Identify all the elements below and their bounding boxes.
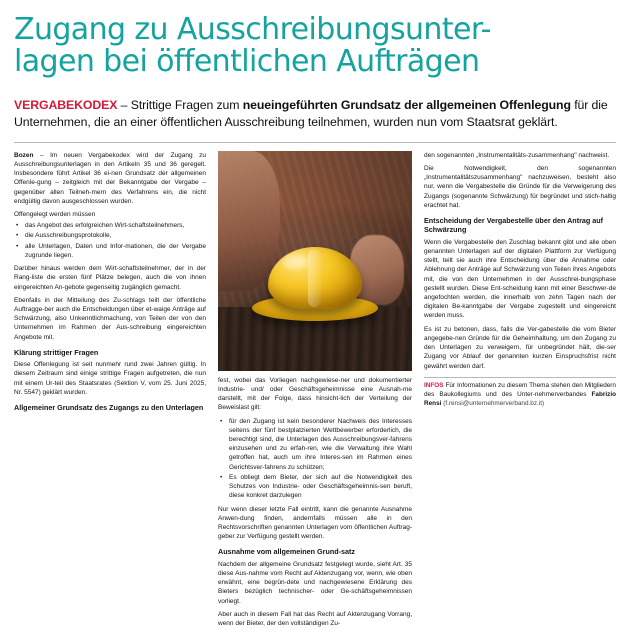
hardhat-highlight (282, 255, 308, 269)
paragraph: Diese Offenlegung ist seit nunmehr rund zwei Jahren gültig. In diesem Zeitraum sind einige strittige Fragen aufgetreten, die nun mit einem Ur-teil des Staatsrates (Sektion V, vom 25. Juni 2025, Nr. 5547) geklärt wurden. (14, 361, 206, 396)
dateline: Bozen (14, 151, 34, 159)
construction-helmet-photo (218, 151, 412, 371)
paragraph: Wenn die Vergabestelle den Zuschlag bekannt gibt und alle oben genannten Unterlagen auf der digitalen Plattform zur Verfügung stellt, teilt sie auch ihre Entscheidung über die Annahme oder Ablehnung der Anträge auf Schwärzung von Teilen ihres Angebots mit, die von den Unternehmen in der Ausschrei-bungsphase gestellt wurden. Diese Ent-scheidung kann mit einer Beschwer-de angefochten werden, die innerhalb von zehn Tagen nach der digitalen Be-kanntgabe der Vergabe zugestellt und eingereicht werden muss. (424, 238, 616, 320)
info-box-label: INFOS (424, 381, 444, 389)
column-three (424, 151, 616, 409)
hardhat-ridge (308, 249, 321, 307)
list-item: • die Ausschreibungsprotokolle, (21, 231, 206, 240)
subheading: Entscheidung der Vergabestelle über den Antrag auf Schwärzung (424, 216, 604, 235)
paragraph: Die Notwendigkeit, den sogenannten „Instrumentalitätszusammenhang" nachzuweisen, besteht also nur, wenn die Vergabestelle die Gründe für die Verweigerung des Zugangs (sogenannte Schwärzung) für begründet und stich-haltig erachtet hat. (424, 164, 616, 209)
list-item: • das Angebot des erfolgreichen Wirt-schaftsteilnehmers, (21, 221, 206, 230)
offenlegung-list (14, 221, 206, 260)
info-box-contact-name: Fabrizio Rensi (424, 390, 616, 407)
list-item: • für den Zugang ist kein besonderer Nachweis des Interesses seitens der fünf bestplatzierten Wettbewerber erforderlich, die berechtigt sind, die Unterlagen des Ausschreibungsver-fahrens einzusehen und zu erfah-ren, wie die Verwaltung ihre Wahl getroffen hat, auch um ihre Interes-sen im Rahmen eines Gerichtsver-fahrens zu schützen; (225, 417, 412, 472)
lead-paragraph-text: – Im neuen Vergabekodex wird der Zugang zu Ausschreibungsunterlagen in den Artikeln 35 und 36 geregelt. Insbesondere führt Artikel 36 ei-nen Grundsatz der allgemeinen Offenle-gung – zeitgleich mit der Bekanntgabe der Vergabe – gegenüber allen Teilneh-mern des Verfahrens ein, die nicht endgültig davon ausgeschlossen wurden. (14, 151, 206, 205)
info-box-text: Für Informationen zu diesem Thema stehen den Mitgliedern des Baukollegiums und des Unter-nehmerverbandes (424, 381, 616, 398)
list-item: • Es obliegt dem Bieter, der sich auf die Notwendigkeit des Schutzes von Industrie- oder Geschäftsgeheimnis-sen beruft, diese konkret darzulegen (225, 473, 412, 501)
standfirst-part-1: – Strittige Fragen zum (117, 97, 243, 112)
paragraph: fest, wobei das Vorliegen nachgewiese-ner und dokumentierter Industrie- und/ oder Geschäftsgeheimnisse eine Ausnah-me darstellt, mit der Folge, dass hinsicht-lich der Verteilung der Beweislast gilt: (218, 376, 412, 412)
subheading: Ausnahme vom allgemeinen Grund-satz (218, 547, 355, 557)
beweislast-list (218, 417, 412, 501)
kicker: VERGABEKODEX (14, 97, 118, 112)
hardhat-icon (252, 247, 378, 319)
lead-paragraph (14, 151, 206, 206)
column-one (14, 151, 206, 416)
info-box-contact-email: (f.rensi@unternehmerverband.bz.it) (443, 399, 545, 407)
standfirst-part-2: für die Unternehmen, die an einer öffentlichen Ausschreibung teilnehmen, wurden nun vom Staatsrat geklärt. (14, 97, 608, 130)
paragraph: Nachdem der allgemeine Grundsatz festgelegt wurde, sieht Art. 35 diese Aus-nahme vom Recht auf Aktenzugang vor, wenn, wie oben erwähnt, eine begrün-dete und nachgewiesene Erklärung des Bieters bezüglich technischer- oder Ge-schäftsgeheimnissen vorliegt. (218, 560, 412, 605)
subheading: Klärung strittiger Fragen (14, 347, 99, 357)
paragraph: den sogenannten „Instrumentalitäts-zusammenhang" nachweist. (424, 151, 610, 159)
divider (14, 142, 616, 143)
paragraph: Nur wenn dieser letzte Fall eintritt, kann die genannte Ausnahme Anwen-dung finden, andernfalls müssen alle in den Rechtsvorschriften genannten Unterlagen vom öffentlichen Auftrag-geber zur Verfügung gestellt werden. (218, 505, 412, 541)
standfirst-bold: neueingeführten Grundsatz der allgemeinen Offenlegung (242, 97, 571, 112)
headline-line-2: lagen bei öffentlichen Aufträgen (14, 44, 480, 80)
article-columns (14, 151, 616, 632)
headline-line-1: Zugang zu Ausschreibungsunter- (14, 12, 491, 47)
paragraph: Offengelegt werden müssen (14, 211, 96, 218)
list-item: • alle Unterlagen, Daten und Infor-mationen, die der Vergabe zugrunde liegen. (21, 242, 206, 260)
standfirst (14, 97, 616, 132)
info-box (424, 377, 616, 409)
subheading: Allgemeiner Grundsatz des Zugangs zu den Unterlagen (14, 403, 204, 413)
paragraph: Ebenfalls in der Mitteilung des Zu-schlags teilt der öffentliche Auftragge-ber auch die Entscheidungen über et-waige Anträge auf Schwärzung, also Unkenntlichmachung, von Teilen der von den Unternehmen im Rahmen der Aus-schreibung eingereichten Angebote mit. (14, 296, 206, 341)
paragraph: Aber auch in diesem Fall hat das Recht auf Aktenzugang Vorrang, wenn der Bieter, der den vollständigen Zu- (218, 610, 412, 628)
paragraph: Es ist zu betonen, dass, falls die Ver-gabestelle die vom Bieter angegebe-nen Gründe für die Geheimhaltung, um den Zugang zu den Unterlagen zu verweigern, für unbegründet hält, die-ser Zugang vor Ablauf der genannten kurzen Einspruchsfrist nicht gewährt werden darf. (424, 325, 616, 370)
paragraph: Darüber hinaus werden dem Wirt-schaftsteilnehmer, der in der Rang-liste die ersten fünf Plätze belegen, auch die von ihnen eingereichten An-gebote gegenseitig zugänglich gemacht. (14, 265, 206, 291)
page-title (14, 14, 616, 79)
column-two (218, 151, 412, 632)
